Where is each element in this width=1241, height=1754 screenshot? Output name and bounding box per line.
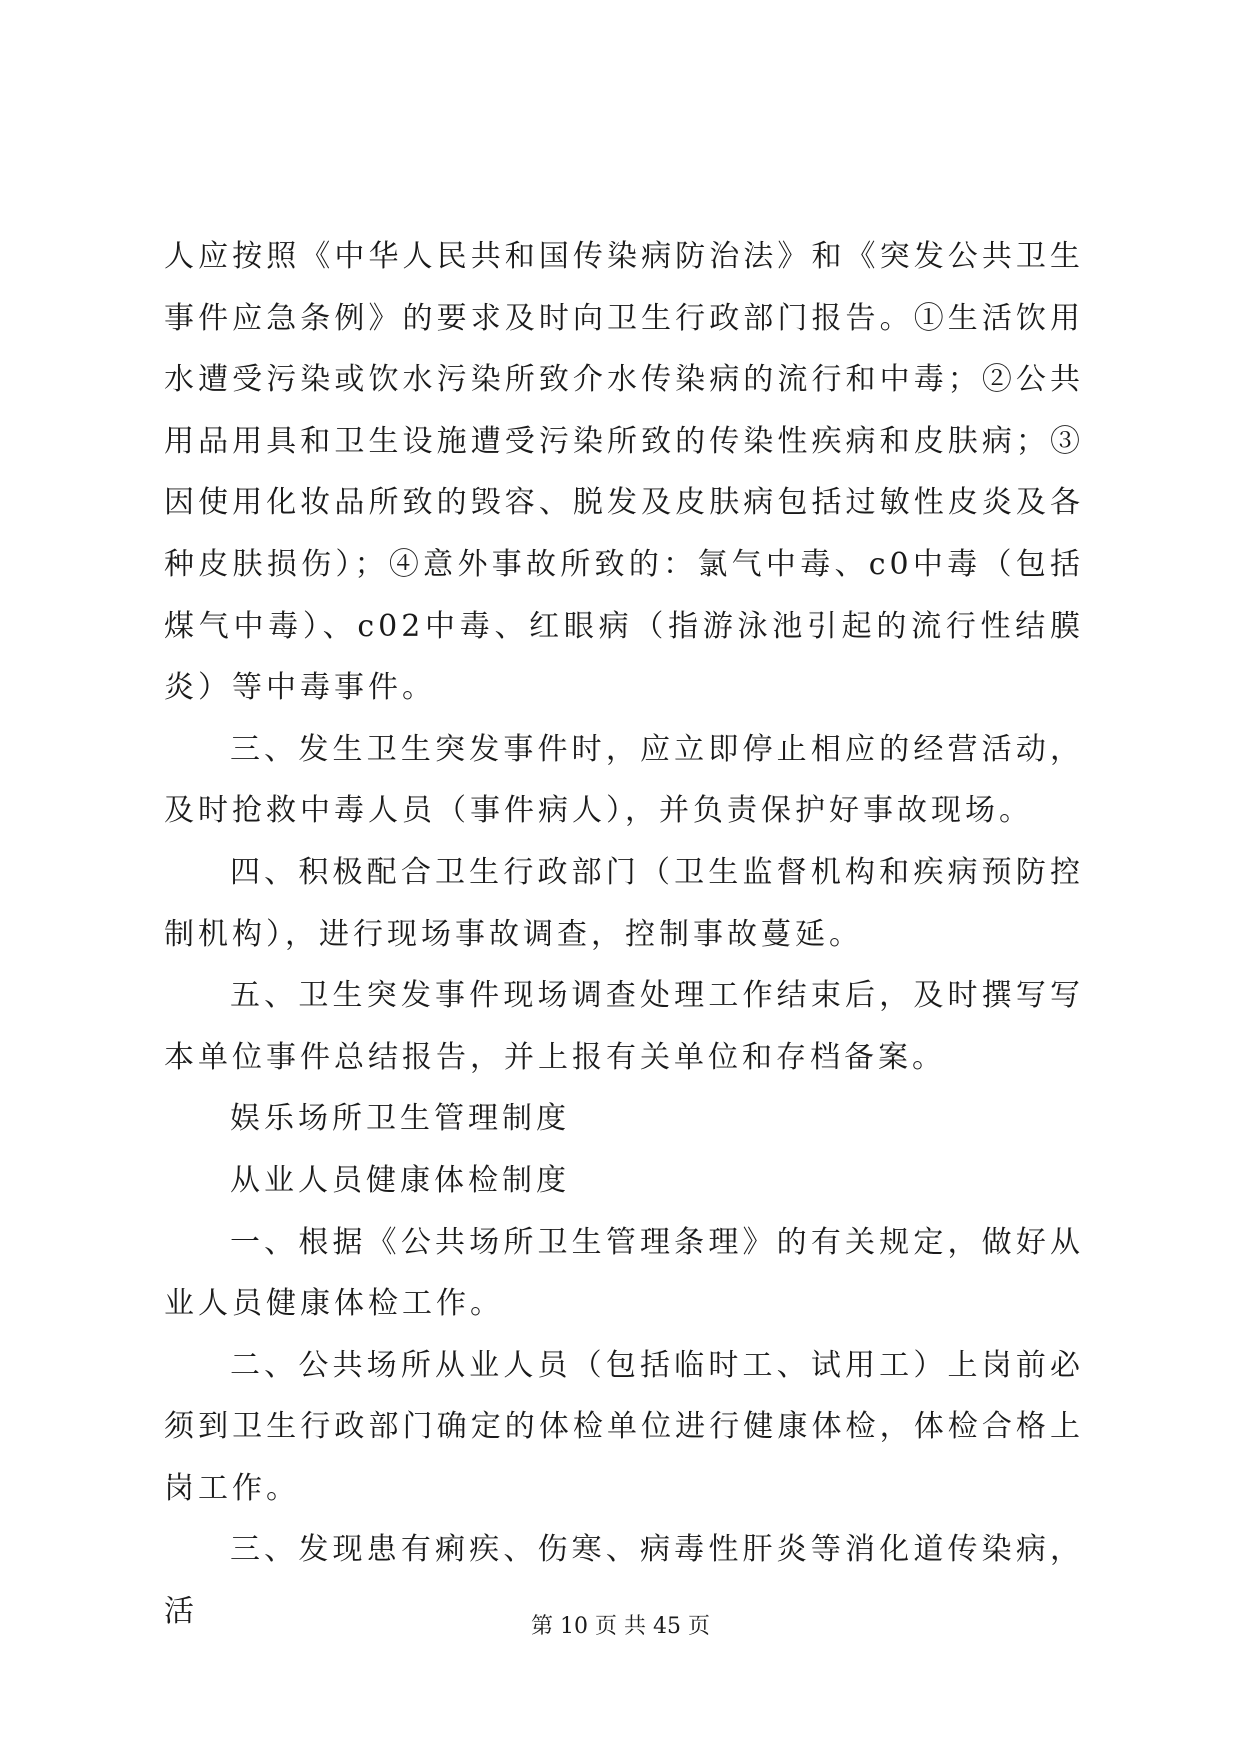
paragraph-item-4: 四、积极配合卫生行政部门（卫生监督机构和疾病预防控制机构），进行现场事故调查，控制事故蔓延。 bbox=[164, 854, 1084, 952]
paragraph-item-3: 三、发生卫生突发事件时，应立即停止相应的经营活动，及时抢救中毒人员（事件病人），并负责保护好事故现场。 bbox=[164, 731, 1084, 829]
document-body bbox=[164, 226, 1084, 1643]
page-footer: 第 10 页 共 45 页 bbox=[531, 1614, 710, 1639]
paragraph-item-1: 一、根据《公共场所卫生管理条理》的有关规定，做好从业人员健康体检工作。 bbox=[164, 1224, 1084, 1322]
paragraph-item-2: 二、公共场所从业人员（包括临时工、试用工）上岗前必须到卫生行政部门确定的体检单位进行健康体检，体检合格上岗工作。 bbox=[164, 1347, 1084, 1506]
paragraph-continuation: 人应按照《中华人民共和国传染病防治法》和《突发公共卫生事件应急条例》的要求及时向卫生行政部门报告。①生活饮用水遭受污染或饮水污染所致介水传染病的流行和中毒；②公共用品用具和卫生设施遭受污染所致的传染性疾病和皮肤病；③因使用化妆品所致的毁容、脱发及皮肤病包括过敏性皮炎及各种皮肤损伤）；④意外事故所致的：氯气中毒、c0中毒（包括煤气中毒）、c02中毒、红眼病（指游泳池引起的流行性结膜炎）等中毒事件。 bbox=[164, 239, 1084, 706]
section-heading: 娱乐场所卫生管理制度 bbox=[230, 1101, 570, 1137]
subsection-heading: 从业人员健康体检制度 bbox=[230, 1162, 570, 1198]
paragraph-item-5: 五、卫生突发事件现场调查处理工作结束后，及时撰写写本单位事件总结报告，并上报有关单位和存档备案。 bbox=[164, 978, 1084, 1075]
paragraph-item-3-partial: 三、发现患有痢疾、伤寒、病毒性肝炎等消化道传染病，活 bbox=[164, 1532, 1084, 1630]
